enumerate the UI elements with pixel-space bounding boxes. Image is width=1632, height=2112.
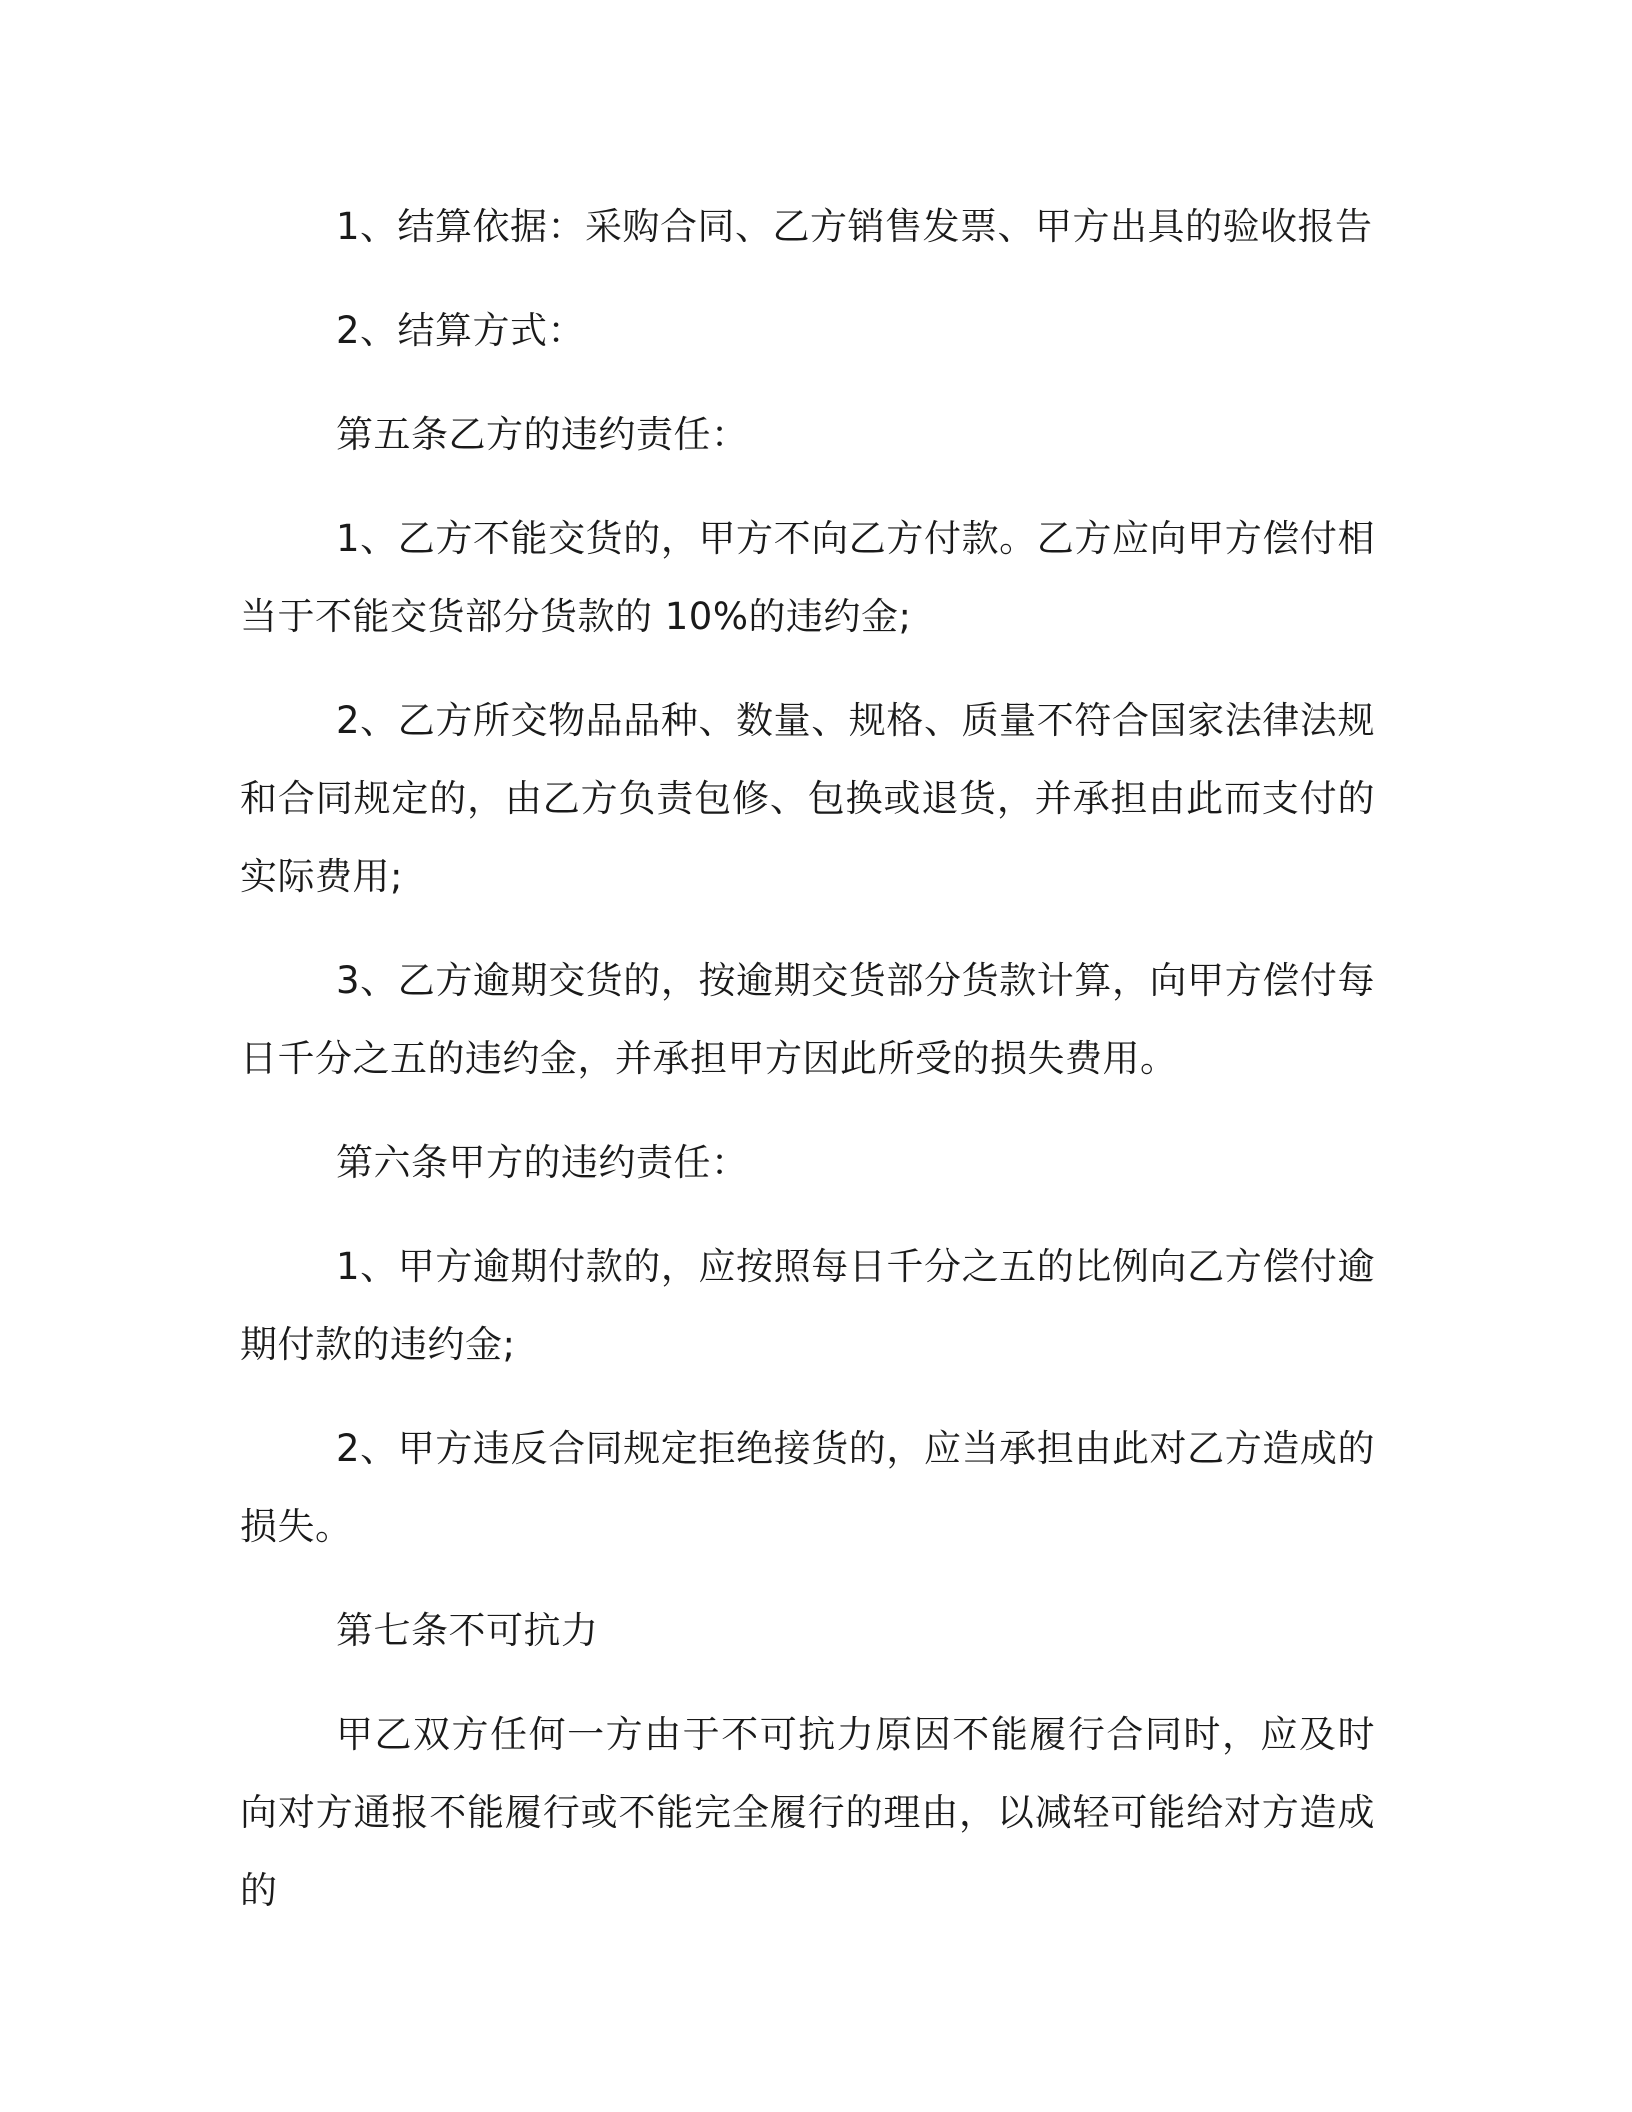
paragraph-settlement-method: 2、结算方式： — [336, 309, 586, 352]
heading-article-6: 第六条甲方的违约责任： — [336, 1141, 749, 1184]
paragraph-article-5-item-1: 1、乙方不能交货的，甲方不向乙方付款。乙方应向甲方偿付相当于不能交货部分货款的 10%的违约金; — [240, 517, 1375, 638]
paragraph-article-5-item-3: 3、乙方逾期交货的，按逾期交货部分货款计算，向甲方偿付每日千分之五的违约金，并承担甲方因此所受的损失费用。 — [240, 959, 1375, 1080]
heading-article-5: 第五条乙方的违约责任： — [336, 413, 749, 456]
paragraph-article-6-item-1: 1、甲方逾期付款的，应按照每日千分之五的比例向乙方偿付逾期付款的违约金; — [240, 1245, 1375, 1366]
paragraph-article-7-body: 甲乙双方任何一方由于不可抗力原因不能履行合同时，应及时向对方通报不能履行或不能完全履行的理由，以减轻可能给对方造成的 — [240, 1713, 1375, 1912]
document-body — [240, 188, 1375, 1956]
paragraph-settlement-basis: 1、结算依据：采购合同、乙方销售发票、甲方出具的验收报告 — [336, 205, 1373, 248]
paragraph-article-6-item-2: 2、甲方违反合同规定拒绝接货的，应当承担由此对乙方造成的损失。 — [240, 1427, 1375, 1548]
paragraph-article-5-item-2: 2、乙方所交物品品种、数量、规格、质量不符合国家法律法规和合同规定的，由乙方负责包修、包换或退货，并承担由此而支付的实际费用; — [240, 699, 1375, 898]
heading-article-7: 第七条不可抗力 — [336, 1609, 599, 1652]
